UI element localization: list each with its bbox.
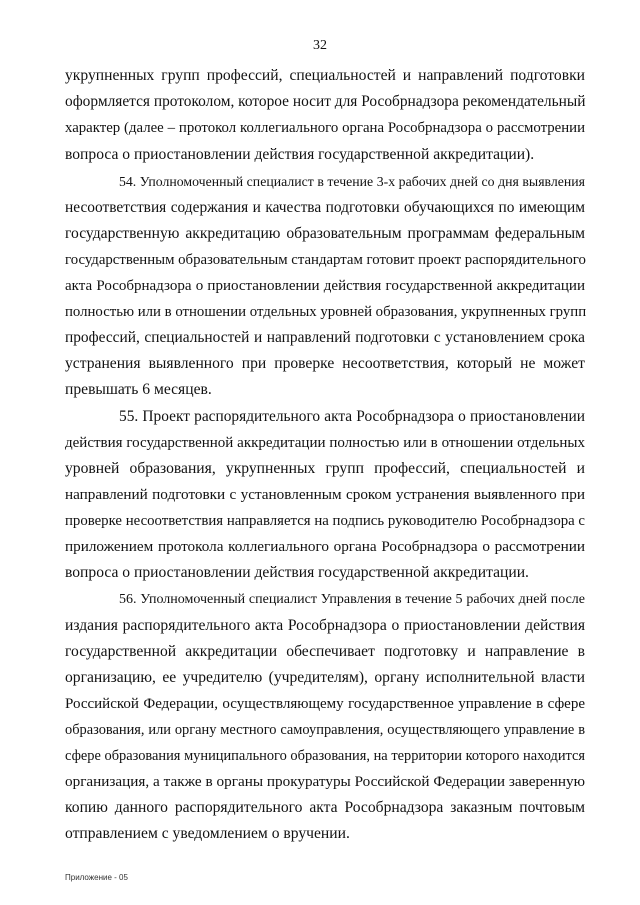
text-line: вопроса о приостановлении действия государственной аккредитации. (65, 564, 529, 581)
text-line: уровней образования, укрупненных групп профессий, специальностей и (65, 460, 585, 477)
text-line: акта Рособрнадзора о приостановлении действия государственной аккредитации (65, 278, 585, 294)
text-line: сфере образования муниципального образования, на территории которого находится (65, 748, 585, 764)
text-line: характер (далее – протокол коллегиального органа Рособрнадзора о рассмотрении (65, 120, 585, 136)
text-line: государственную аккредитацию образовательным программам федеральным (65, 225, 585, 242)
text-line: превышать 6 месяцев. (65, 381, 212, 398)
text-line: организация, а также в органы прокуратуры Российской Федерации заверенную (65, 773, 585, 790)
text-line: 56. Уполномоченный специалист Управления в течение 5 рабочих дней после (119, 592, 585, 607)
text-line: несоответствия содержания и качества подготовки обучающихся по имеющим (65, 199, 585, 216)
text-line: устранения выявленного при проверке несоответствия, который не может (65, 355, 585, 372)
text-line: 55. Проект распорядительного акта Рособрнадзора о приостановлении (119, 408, 585, 425)
text-line: копию данного распорядительного акта Рособрнадзора заказным почтовым (65, 799, 585, 816)
text-line: Российской Федерации, осуществляющему государственное управление в сфере (65, 696, 585, 712)
text-line: издания распорядительного акта Рособрнадзора о приостановлении действия (65, 617, 585, 634)
text-line: оформляется протоколом, которое носит для Рособрнадзора рекомендательный (65, 93, 586, 110)
text-line: государственной аккредитации обеспечивает подготовку и направление в (65, 643, 585, 660)
text-line: отправлением с уведомлением о вручении. (65, 825, 350, 842)
text-line: полностью или в отношении отдельных уровней образования, укрупненных групп (65, 304, 587, 320)
footer-label: Приложение - 05 (65, 873, 128, 882)
text-line: образования, или органу местного самоуправления, осуществляющего управление в (65, 722, 585, 738)
text-line: вопроса о приостановлении действия государственной аккредитации). (65, 146, 535, 163)
page-number: 32 (313, 38, 327, 53)
text-line: государственным образовательным стандартам готовит проект распорядительного (65, 252, 586, 268)
text-line: проверке несоответствия направляется на подпись руководителю Рособрнадзора с (65, 513, 585, 529)
text-line: действия государственной аккредитации полностью или в отношении отдельных (65, 435, 585, 451)
text-line: 54. Уполномоченный специалист в течение 3-х рабочих дней со дня выявления (119, 174, 585, 189)
text-line: направлений подготовки с установленным сроком устранения выявленного при (65, 486, 585, 503)
text-line: укрупненных групп профессий, специальностей и направлений подготовки (65, 67, 585, 84)
text-line: организацию, ее учредителю (учредителям), органу исполнительной власти (65, 669, 585, 686)
text-line: профессий, специальностей и направлений подготовки с установлением срока (65, 329, 585, 346)
text-line: приложением протокола коллегиального органа Рособрнадзора о рассмотрении (65, 538, 585, 555)
